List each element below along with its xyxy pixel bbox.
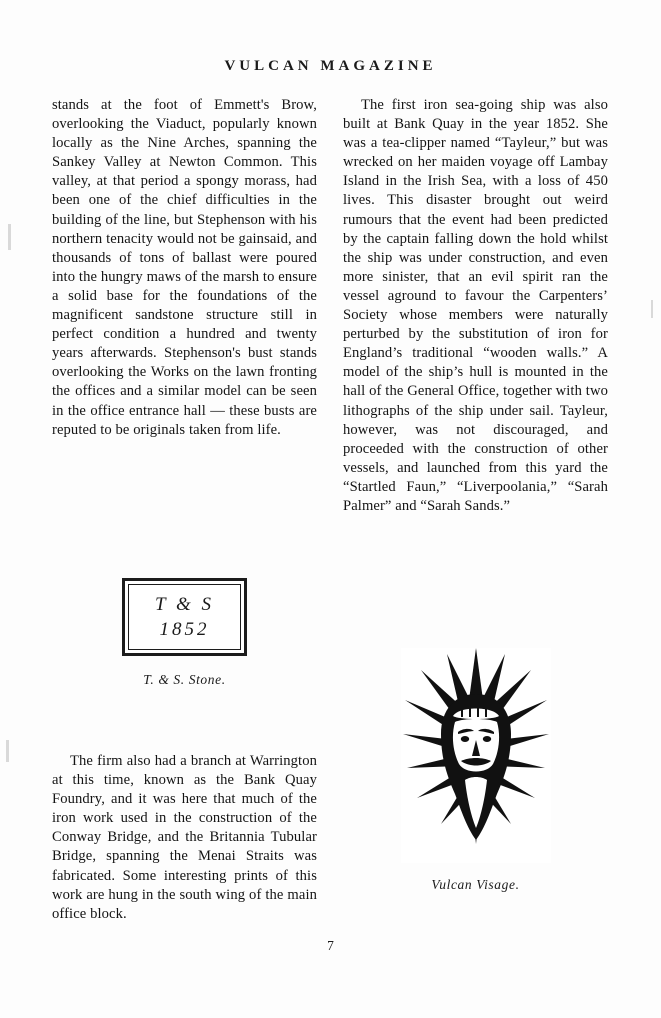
vulcan-visage-artwork [401,648,551,863]
stone-engraving-image [122,578,247,656]
figure-visage [343,648,608,893]
right-column-paragraph-1: The first iron sea-going ship was also built at Bank Quay in the year 1852. She was a tea-clipper named “Tayleur,” but was wrecked on her maiden voyage off Lambay Island in the Irish Sea, with a loss of 450 lives. This disaster brought out weird rumours that the event had been predicted by the captain falling down the hold whilst the ship was under construction, and even more sinister, that an evil spirit ran the vessel aground to favour the Carpenters’ Society whose members were naturally perturbed by the substitution of iron for England’s traditional “wooden walls.” A model of the ship’s hull is mounted in the hall of the General Office, together with two lithographs of the ship under sail. Tayleur, however, was not discouraged, and proceeded with the construction of other vessels, and launched from this yard the “Startled Faun,” “Liverpoolania,” “Sarah Palmer” and “Sarah Sands.” [343,97,608,514]
scan-artifact [8,224,11,250]
vulcan-visage-image [401,648,551,863]
stone-engraved-line-1: T & S [154,593,214,615]
left-column-paragraph-1: stands at the foot of Emmett's Brow, overlooking the Viaduct, popularly known locally as the Nine Arches, spanning the Sankey Valley at Newton Common. This valley, at that period a spongy morass, had been one of the chief difficulties in the building of the line, but Stephenson with his northern tenacity would not be gainsaid, and thousands of tons of ballast were poured into the hungry maws of the marsh to ensure a solid base for the foundations of the magnificent sandstone structure still in perfect condition a hundred and twenty years afterwards. Stephenson's bust stands overlooking the Works on the lawn fronting the offices and a similar model can be seen in the office entrance hall — these busts are reputed to be originals taken from life. [52,97,317,438]
page-number: 7 [327,938,334,953]
stone-engraved-line-2: 1852 [159,618,210,640]
left-column-paragraph-2: The firm also had a branch at Warrington at this time, known as the Bank Quay Foundry, and it was here that much of the iron work used in the construction of the Conway Bridge, and the Britannia Tubular Bridge, spanning the Menai Straits was fabricated. Some interesting prints of this work are hung in the south wing of the main office block. [52,753,317,922]
stone-figure-caption: T. & S. Stone. [143,672,226,687]
stone-engraving-inner [128,584,241,650]
visage-figure-caption: Vulcan Visage. [431,877,520,892]
running-head: VULCAN MAGAZINE [224,58,437,74]
figure-stone [52,578,317,688]
right-column [343,96,608,516]
scan-artifact [6,740,9,762]
left-column [52,96,317,440]
left-column-continued [52,752,317,924]
scan-artifact [651,300,653,318]
